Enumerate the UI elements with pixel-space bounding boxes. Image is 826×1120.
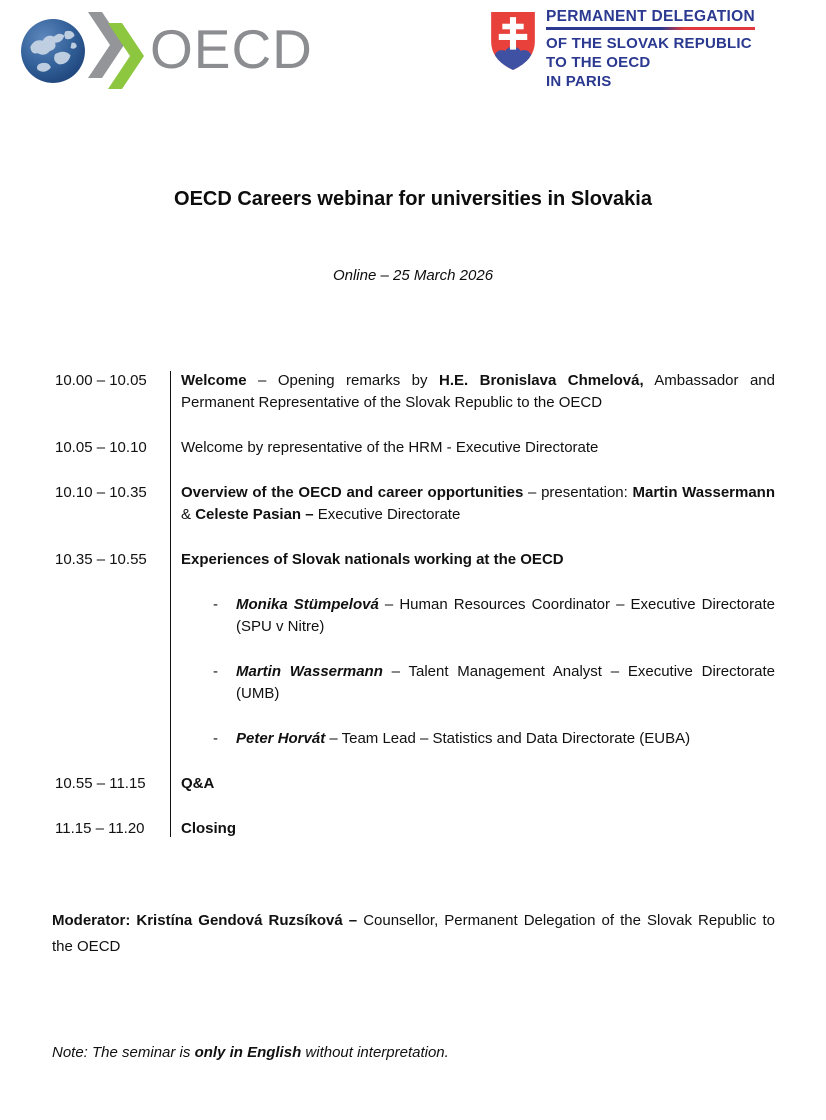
text-run: & — [181, 506, 196, 523]
text-run: – Human Resources Coordinator – Executive Directorate (SPU v Nitre) — [236, 596, 775, 635]
text-run: Welcome — [181, 372, 247, 389]
agenda-subrow — [52, 594, 775, 638]
delegation-line1: PERMANENT DELEGATION — [546, 8, 755, 25]
speaker-text — [236, 594, 775, 638]
delegation-text — [546, 8, 755, 91]
text-run: – Talent Management Analyst – Executive Directorate (UMB) — [236, 663, 776, 702]
speaker-text — [236, 661, 775, 705]
delegation-line4: IN PARIS — [546, 73, 612, 90]
text-run: Martin Wassermann — [236, 663, 383, 680]
text-run: Note: The seminar is — [52, 1044, 195, 1061]
agenda-subrow — [52, 728, 775, 750]
text-run: Q&A — [181, 775, 215, 792]
agenda-item-text — [181, 818, 775, 840]
text-run: – Opening remarks by — [246, 372, 439, 389]
text-run: Ambassador and Permanent Representative of the Slovak Republic to the OECD — [181, 372, 775, 411]
agenda-row — [52, 437, 775, 459]
agenda-subrow — [52, 661, 775, 705]
agenda-time-empty — [52, 728, 161, 750]
agenda-time: 10.10 – 10.35 — [55, 484, 147, 501]
delegation-line2: OF THE SLOVAK REPUBLIC — [546, 35, 752, 52]
oecd-logo — [20, 14, 313, 88]
moderator-line — [52, 908, 775, 960]
agenda-time: 10.00 – 10.05 — [55, 372, 147, 389]
dash-bullet: - — [213, 596, 218, 613]
agenda-item-text — [181, 482, 775, 526]
agenda-row — [52, 482, 775, 526]
agenda-row — [52, 773, 775, 795]
agenda-time-empty — [52, 661, 161, 705]
text-run: – Team Lead – Statistics and Data Directorate (EUBA) — [325, 730, 691, 747]
agenda-time: 10.05 – 10.10 — [55, 439, 147, 456]
speaker-item — [181, 661, 775, 705]
agenda-row — [52, 818, 775, 840]
agenda-item-text — [181, 549, 775, 571]
text-run: Peter Horvát — [236, 730, 326, 747]
agenda-table — [52, 370, 775, 863]
text-run: Executive Directorate — [313, 506, 461, 523]
agenda-item-text — [181, 370, 775, 414]
text-run: – presentation: — [523, 484, 633, 501]
agenda-row — [52, 549, 775, 571]
dash-bullet: - — [213, 663, 218, 680]
agenda-time: 10.55 – 11.15 — [55, 775, 146, 792]
delegation-underline — [546, 27, 755, 30]
text-run: Overview of the OECD and career opportunities — [181, 484, 524, 501]
note-line — [52, 1042, 775, 1064]
dash-bullet: - — [213, 730, 218, 747]
text-run: Moderator: Kristína Gendová Ruzsíková – — [52, 912, 358, 929]
text-run: Experiences of Slovak nationals working at the OECD — [181, 551, 564, 568]
globe-icon — [20, 18, 86, 84]
text-run: Monika Stümpelová — [236, 596, 379, 613]
event-date: Online – 25 March 2026 — [332, 267, 494, 284]
speaker-item — [181, 728, 775, 750]
delegation-line3: TO THE OECD — [546, 54, 651, 71]
agenda-time-empty — [52, 594, 161, 638]
agenda-time: 11.15 – 11.20 — [55, 820, 145, 837]
text-run: only in English — [194, 1044, 302, 1061]
agenda-item-text — [181, 437, 775, 459]
agenda-item-text — [181, 773, 775, 795]
text-run: without interpretation. — [301, 1044, 449, 1061]
text-run: Welcome by representative of the HRM - Executive Directorate — [181, 439, 599, 456]
page-title: OECD Careers webinar for universities in Slovakia — [174, 188, 652, 210]
speaker-item — [181, 594, 775, 638]
speaker-text — [236, 728, 775, 750]
text-run: Closing — [181, 820, 236, 837]
slovak-coat-of-arms-icon — [489, 10, 537, 72]
text-run: Martin Wassermann — [632, 484, 775, 501]
text-run: Celeste Pasian – — [195, 506, 314, 523]
double-chevron-icon — [88, 12, 146, 90]
text-run: Counsellor, Permanent Delegation of the Slovak Republic to the OECD — [52, 912, 775, 955]
delegation-logo — [489, 8, 755, 91]
agenda-divider — [170, 371, 171, 837]
agenda-row — [52, 370, 775, 414]
text-run: H.E. Bronislava Chmelová, — [438, 372, 644, 389]
agenda-time: 10.35 – 10.55 — [55, 551, 147, 568]
agenda-rows — [52, 370, 775, 840]
oecd-logo-text: OECD — [150, 17, 313, 80]
